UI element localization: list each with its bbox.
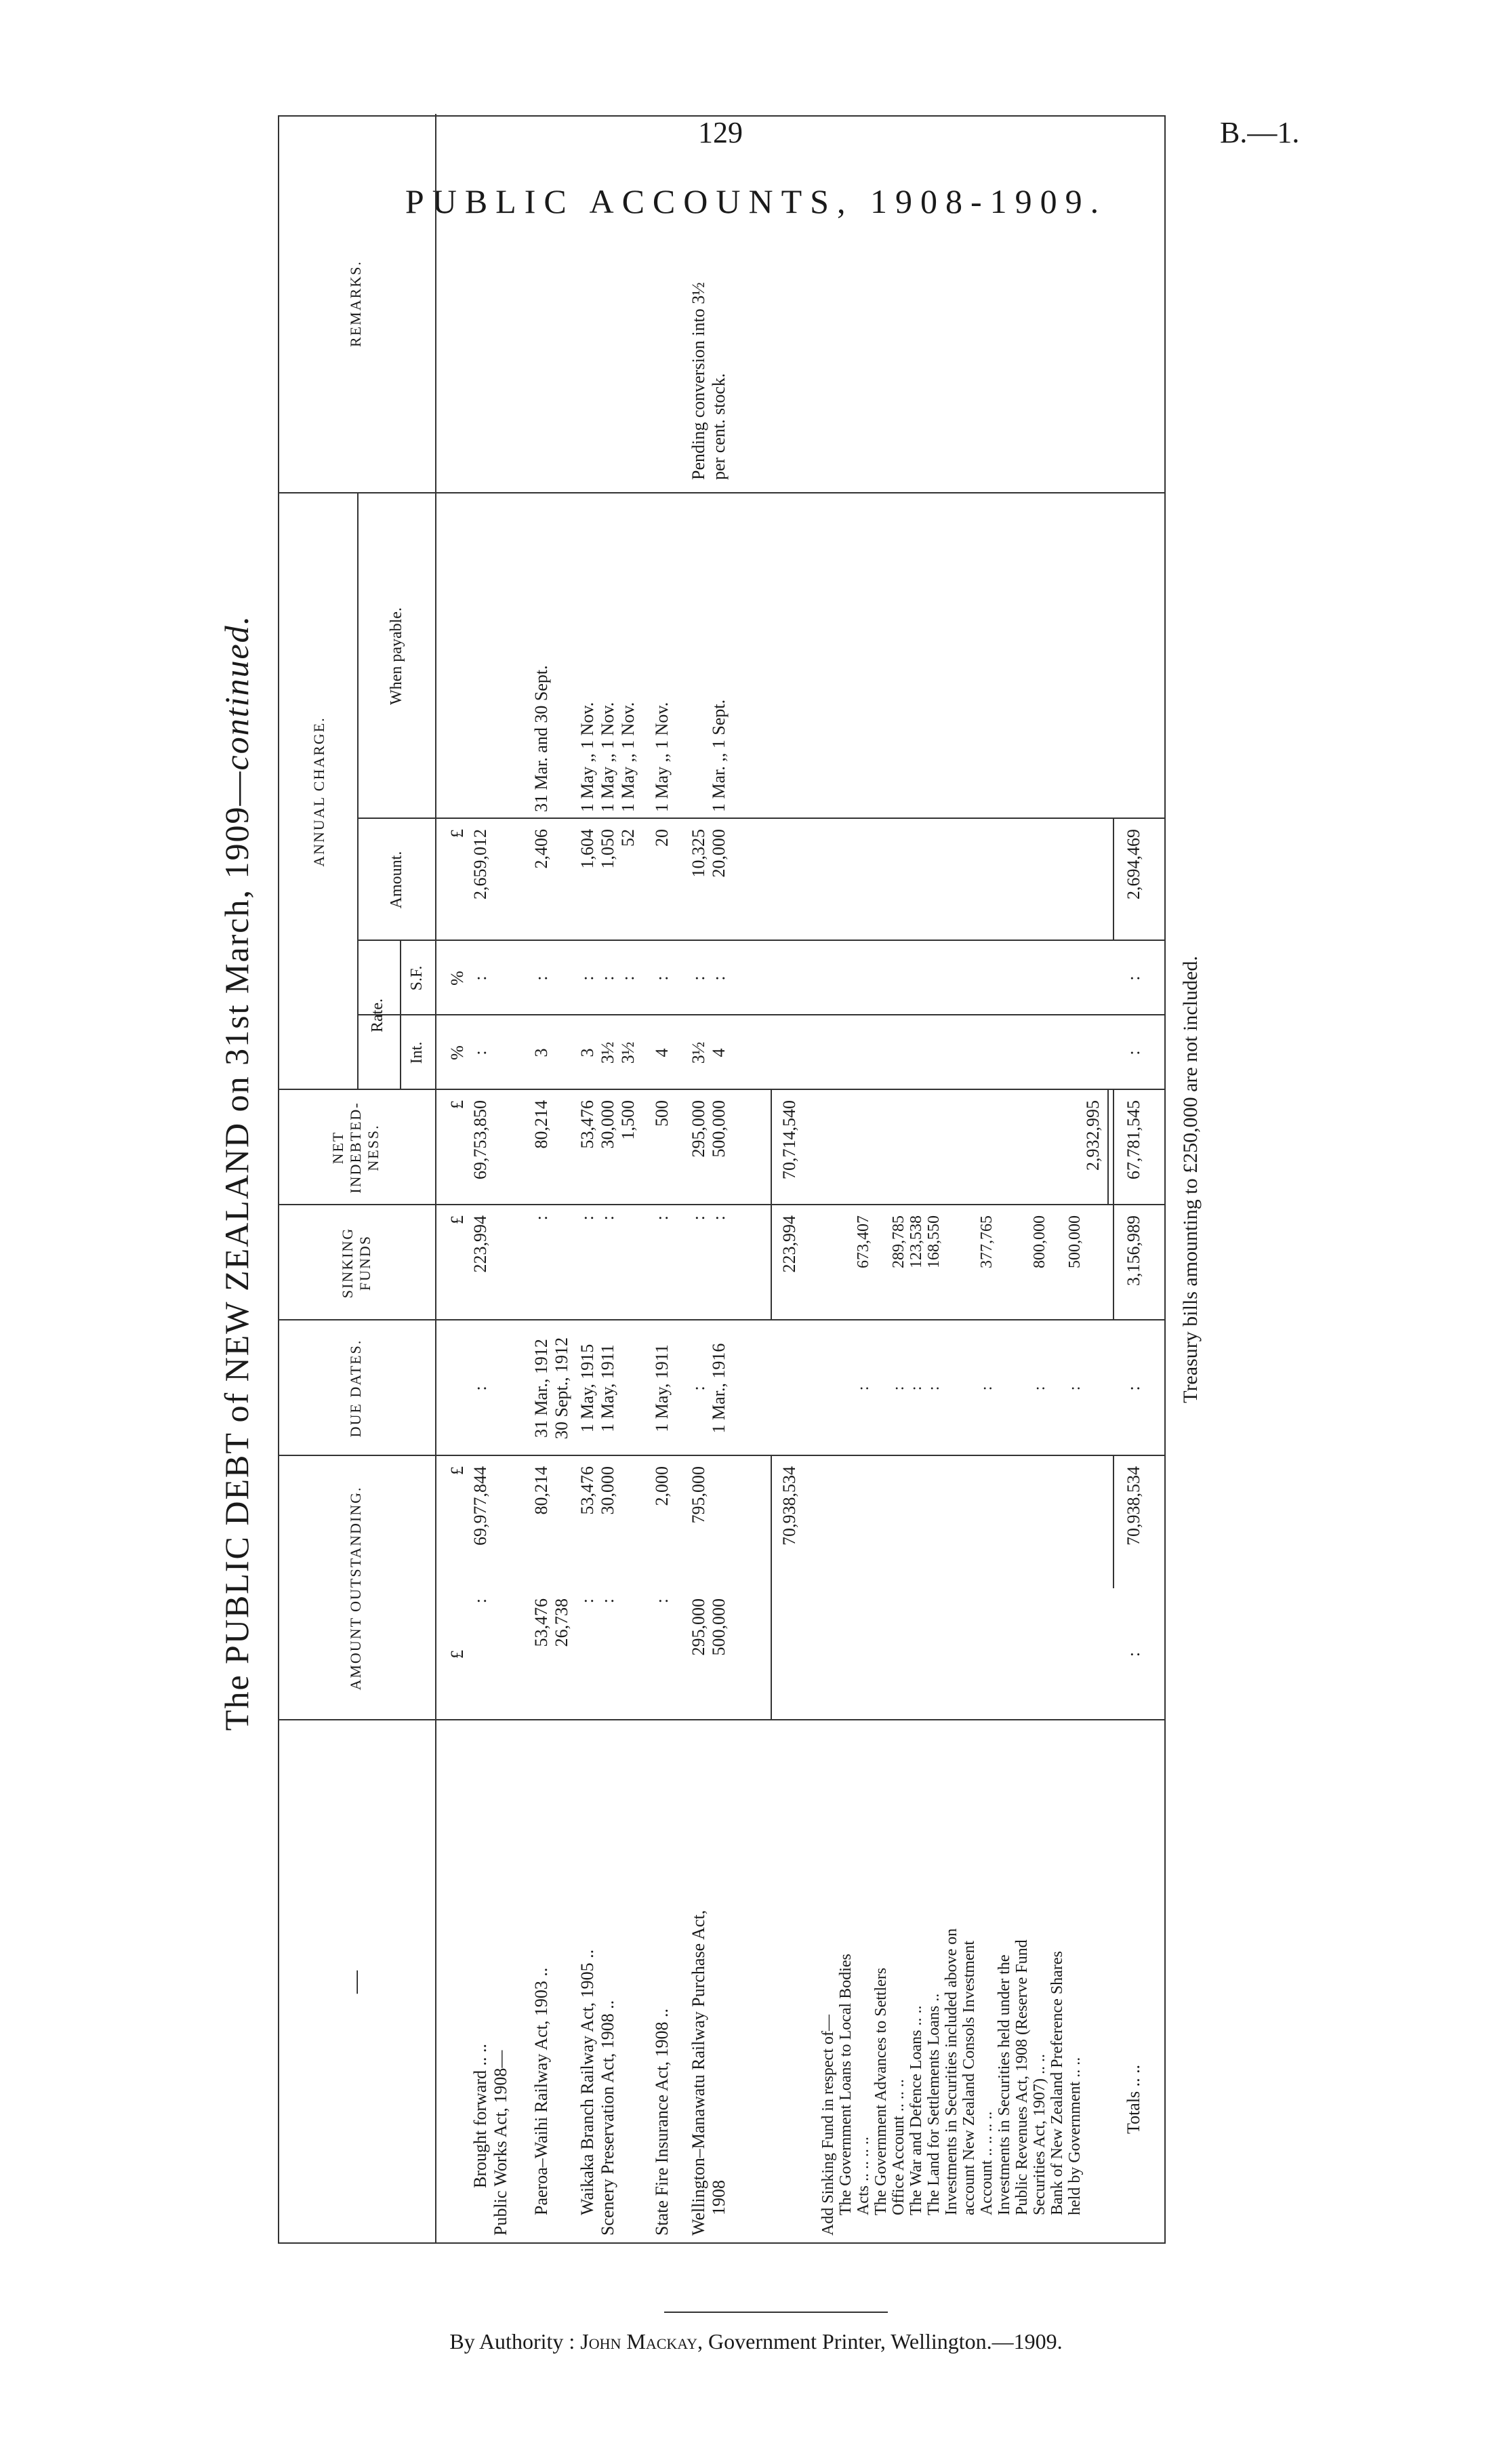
unit-percent: %	[447, 971, 467, 986]
totals-sfr: :	[1124, 975, 1143, 981]
sinking-label: The Land for Settlements Loans ..	[925, 1993, 943, 2215]
table-cell-amt2: 69,977,844	[470, 1466, 490, 1546]
annual-charge-rule	[357, 493, 359, 1090]
unit-percent: %	[447, 1045, 467, 1060]
table-cell-label: Waikaka Branch Railway Act, 1905 ..	[577, 1949, 597, 2215]
unit-pound: £	[447, 829, 467, 838]
table-cell-due: 30 Sept., 1912	[552, 1337, 571, 1440]
table-cell-due: 1 May, 1911	[652, 1344, 672, 1432]
sinking-amount: 500,000	[1066, 1215, 1084, 1268]
sinking-due: :	[855, 1386, 872, 1391]
sinking-label: held by Government .. ..	[1066, 2057, 1084, 2215]
sinking-label: Office Account .. .. ..	[890, 2079, 907, 2215]
col-line	[279, 492, 1164, 493]
table-cell-net: 53,476	[577, 1100, 597, 1149]
header-sinking-funds: SINKING FUNDS	[339, 1227, 373, 1299]
table-cell-amt2: 2,000	[652, 1466, 672, 1506]
table-cell-sf: :	[652, 1215, 672, 1221]
sinking-label: The Government Loans to Local Bodies	[837, 1954, 855, 2215]
table-cell-amt1: 26,738	[552, 1598, 571, 1647]
sinking-due: :	[925, 1386, 943, 1391]
rate-rule	[400, 941, 401, 1090]
sinking-amount: 289,785	[890, 1215, 907, 1268]
header-when-payable: When payable.	[388, 607, 405, 705]
subtotal-rule	[771, 1456, 772, 1720]
sinking-label: Public Revenues Act, 1908 (Reserve Fund	[1013, 1939, 1031, 2215]
table-cell-amt2: 53,476	[577, 1466, 597, 1515]
unit-pound: £	[447, 1100, 467, 1109]
table-cell-label: Public Works Act, 1908—	[491, 2050, 510, 2236]
table-cell-sfr: :	[618, 975, 638, 981]
table-cell-int: 3	[577, 1048, 597, 1057]
sinking-amount: 377,765	[978, 1215, 996, 1268]
totals-int: :	[1124, 1050, 1143, 1055]
table-cell-due: :	[689, 1386, 708, 1391]
table-cell-charge: 10,325	[689, 829, 708, 878]
debt-table	[278, 115, 1166, 2244]
footer	[0, 2329, 1512, 2354]
table-cell-charge: 20	[652, 829, 672, 847]
header-annual-charge: ANNUAL CHARGE.	[310, 717, 327, 867]
sinking-due: :	[907, 1386, 925, 1391]
document-code: B.—1.	[1220, 116, 1300, 149]
totals-annual-charge: 2,694,469	[1124, 829, 1143, 900]
table-cell-sfr: :	[709, 975, 729, 981]
col-line	[357, 818, 1164, 819]
table-cell-amt1: :	[598, 1598, 617, 1604]
table-title-main: The PUBLIC DEBT of NEW ZEALAND on 31st March, 1909—	[218, 770, 256, 1731]
table-cell-net: 80,214	[531, 1100, 551, 1149]
header-int: Int.	[408, 1041, 426, 1064]
sinking-label: account New Zealand Consols Investment	[960, 1940, 978, 2215]
totals-net: 67,781,545	[1124, 1100, 1143, 1179]
sinking-due: :	[890, 1386, 907, 1391]
table-cell-due: 1 May, 1915	[577, 1344, 597, 1433]
table-cell-due: 31 Mar., 1912	[531, 1339, 551, 1438]
table-cell-due: 1 May, 1911	[598, 1344, 617, 1432]
table-cell-remark: Pending conversion into 3½	[689, 282, 708, 480]
totals-amt1: :	[1124, 1651, 1143, 1657]
table-cell-net: 500	[652, 1100, 672, 1127]
unit-pound: £	[447, 1215, 467, 1224]
totals-due: :	[1124, 1386, 1143, 1391]
sinking-net-total: 2,932,995	[1083, 1100, 1103, 1171]
table-cell-payable: 31 Mar. and 30 Sept.	[531, 665, 551, 812]
table-cell-amt1: :	[470, 1598, 490, 1604]
table-cell-charge: 52	[618, 829, 638, 847]
table-cell-charge: 2,659,012	[470, 829, 490, 900]
net-rule	[1107, 1090, 1109, 1205]
header-due-dates: DUE DATES.	[347, 1339, 364, 1438]
table-cell-sf: 223,994	[470, 1215, 490, 1273]
table-cell-net: 30,000	[598, 1100, 617, 1149]
page-number: 129	[698, 116, 743, 149]
table-cell-sf: :	[531, 1215, 551, 1221]
table-title-suffix: continued.	[218, 614, 256, 771]
table-cell-sfr: :	[531, 975, 551, 981]
table-cell-sf: :	[598, 1215, 617, 1221]
sinking-amount: 168,550	[925, 1215, 943, 1268]
table-cell-charge: 1,050	[598, 829, 617, 869]
sinking-label: The Government Advances to Settlers	[872, 1967, 890, 2215]
table-cell-amt1: 53,476	[531, 1598, 551, 1647]
totals-amount-outstanding: 70,938,534	[1124, 1466, 1143, 1546]
sinking-amount: 800,000	[1031, 1215, 1048, 1268]
table-cell-net: 69,753,850	[470, 1100, 490, 1179]
table-cell-charge: 20,000	[709, 829, 729, 878]
table-cell-payable: 1 May ,, 1 Nov.	[577, 702, 597, 812]
table-cell-sfr: :	[689, 975, 708, 981]
unit-pound: £	[447, 1466, 467, 1475]
table-cell-amt2: 30,000	[598, 1466, 617, 1515]
table-cell-amt1: :	[577, 1598, 597, 1604]
header-remarks: REMARKS.	[347, 260, 364, 347]
table-cell-sfr: :	[598, 975, 617, 981]
unit-pound: £	[447, 1650, 467, 1659]
sinking-label: Investments in Securities held under the	[996, 1954, 1013, 2215]
sinking-label: The War and Defence Loans .. ..	[907, 2005, 925, 2215]
rotated-table-area	[190, 61, 1369, 2284]
table-cell-label: State Fire Insurance Act, 1908 ..	[652, 2008, 672, 2236]
table-cell-net: 1,500	[618, 1100, 638, 1140]
table-cell-amt2: 80,214	[531, 1466, 551, 1515]
header-rate: Rate.	[369, 998, 386, 1032]
sinking-label: Bank of New Zealand Preference Shares	[1048, 1951, 1066, 2215]
table-cell-label: Brought forward .. ..	[470, 2043, 490, 2188]
table-cell-int: 3½	[689, 1041, 708, 1064]
sinking-due: :	[978, 1386, 996, 1391]
table-cell-charge: 2,406	[531, 829, 551, 869]
table-cell-int: 3½	[598, 1041, 617, 1064]
table-cell-label: Wellington–Manawatu Railway Purchase Act,	[689, 1910, 708, 2236]
table-cell-remark: per cent. stock.	[709, 373, 729, 480]
footer-printer: John Mackay	[580, 2329, 698, 2354]
sinking-due: :	[1031, 1386, 1048, 1391]
header-sf: S.F.	[408, 965, 426, 991]
sinking-due: :	[1066, 1386, 1084, 1391]
header-amount-outstanding: AMOUNT OUTSTANDING.	[347, 1486, 364, 1691]
table-cell-sf: :	[709, 1215, 729, 1221]
table-cell-payable: 1 May ,, 1 Nov.	[598, 702, 617, 812]
table-cell-int: 3½	[618, 1041, 638, 1064]
sinking-label: Add Sinking Fund in respect of—	[819, 2015, 837, 2236]
table-cell-label: Scenery Preservation Act, 1908 ..	[598, 2000, 617, 2236]
sinking-amount: 673,407	[855, 1215, 872, 1268]
sinking-label: Account .. .. .. ..	[978, 2111, 996, 2215]
header-amount: Amount.	[388, 851, 405, 909]
subtotal-net: 70,714,540	[779, 1100, 799, 1179]
table-cell-amt2: 795,000	[689, 1466, 708, 1524]
table-cell-int: 4	[709, 1048, 729, 1057]
totals-label: Totals .. ..	[1124, 2064, 1143, 2134]
header-rule	[435, 114, 436, 2242]
table-cell-amt1: 500,000	[709, 1598, 729, 1656]
subtotal-rule	[771, 1090, 772, 1320]
table-cell-due: 1 Mar., 1916	[709, 1343, 729, 1434]
totals-rule	[1113, 819, 1114, 941]
table-title	[217, 61, 256, 2284]
table-cell-payable: 1 May ,, 1 Nov.	[652, 702, 672, 812]
table-cell-sf: :	[689, 1215, 708, 1221]
totals-rule	[1113, 1090, 1114, 1320]
sinking-label: Acts .. .. .. ..	[855, 2137, 872, 2215]
totals-rule	[1113, 1456, 1114, 1588]
table-cell-int: 3	[531, 1048, 551, 1057]
table-cell-amt1: :	[652, 1598, 672, 1604]
table-cell-label: Paeroa–Waihi Railway Act, 1903 ..	[531, 1967, 551, 2215]
sinking-label: Securities Act, 1907) .. ..	[1031, 2054, 1048, 2215]
table-cell-net: 500,000	[709, 1100, 729, 1158]
table-cell-payable: 1 Mar. ,, 1 Sept.	[709, 699, 729, 812]
header-particulars: —	[343, 1969, 368, 1994]
table-cell-int: :	[470, 1050, 490, 1055]
totals-sinking: 3,156,989	[1124, 1215, 1143, 1286]
table-cell-sf: :	[577, 1215, 597, 1221]
running-head: PUBLIC ACCOUNTS, 1908-1909.	[405, 182, 1107, 220]
footer-lead: By Authority :	[449, 2329, 575, 2354]
table-cell-sfr: :	[577, 975, 597, 981]
table-cell-int: 4	[652, 1048, 672, 1057]
table-cell-sfr: :	[652, 975, 672, 981]
subtotal-amount: 70,938,534	[779, 1466, 799, 1546]
sinking-amount: 123,538	[907, 1215, 925, 1268]
header-net-indebtedness: NET INDEBTED-NESS.	[329, 1102, 382, 1194]
footer-rule	[664, 2312, 888, 2313]
treasury-note: Treasury bills amounting to £250,000 are not included.	[1179, 956, 1202, 1403]
sinking-label: Investments in Securities included above on	[943, 1928, 960, 2215]
table-cell-label: 1908	[709, 2180, 729, 2215]
table-cell-due: :	[470, 1386, 490, 1391]
subtotal-sinking: 223,994	[779, 1215, 799, 1273]
table-cell-sfr: :	[470, 975, 490, 981]
table-cell-amt1: 295,000	[689, 1598, 708, 1656]
table-cell-charge: 1,604	[577, 829, 597, 869]
footer-tail: , Government Printer, Wellington.—1909.	[697, 2329, 1063, 2354]
table-cell-net: 295,000	[689, 1100, 708, 1158]
table-cell-payable: 1 May ,, 1 Nov.	[618, 702, 638, 812]
